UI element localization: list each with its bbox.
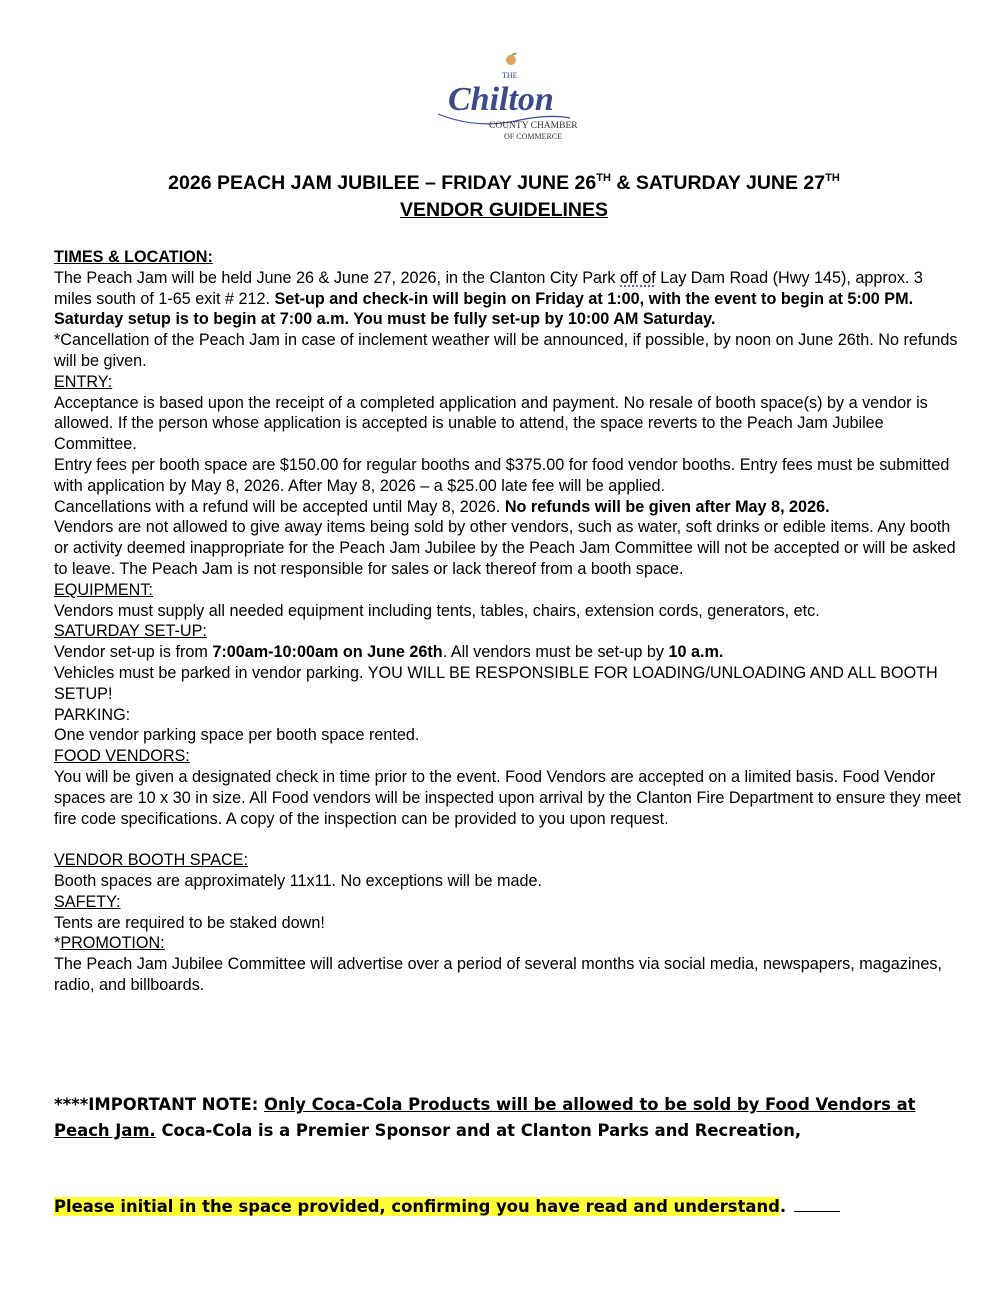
times-paragraph: The Peach Jam will be held June 26 & June 27, 2026, in the Clanton City Park off of Lay Dam Road (Hwy 145), approx. 3 miles south of 1-65 exit # 212. Set-up and check-in will begin on Friday at 1:00, with the event to begin at 5:00 PM. Saturday setup is to begin at 7:00 a.m. You must be fully set-up by 10:00 AM Saturday.	[54, 268, 923, 329]
section-heading-booth: VENDOR BOOTH SPACE:	[54, 851, 248, 870]
page-subtitle: VENDOR GUIDELINES	[399, 199, 609, 221]
entry-paragraph-4: Vendors are not allowed to give away items being sold by other vendors, such as water, soft drinks or edible items. Any booth or activity deemed inappropriate for the Peach Jam Jubilee by the Peach Jam Committee will not be accepted or will be asked to leave. The Peach Jam is not responsible for sales or lack thereof from a booth space.	[54, 518, 956, 578]
section-heading-safety: SAFETY:	[54, 892, 121, 911]
logo-the: THE	[502, 71, 518, 80]
saturday-paragraph-2: Vehicles must be parked in vendor parking. YOU WILL BE RESPONSIBLE FOR LOADING/UNLOADING AND ALL BOOTH SETUP!	[54, 663, 938, 703]
saturday-paragraph-1: Vendor set-up is from 7:00am-10:00am on June 26th. All vendors must be set-up by 10 a.m.	[54, 643, 724, 662]
booth-paragraph: Booth spaces are approximately 11x11. No exceptions will be made.	[54, 871, 542, 890]
title-block	[0, 170, 1008, 224]
logo-line2: OF COMMERCE	[504, 132, 563, 141]
initial-prompt: Please initial in the space provided, confirming you have read and understand.	[54, 1194, 954, 1220]
initial-blank-field[interactable]	[794, 1195, 840, 1212]
cancellation-paragraph: *Cancellation of the Peach Jam in case of inclement weather will be announced, if possible, by noon on June 26th. No refunds will be given.	[54, 331, 958, 370]
spacer	[54, 829, 964, 850]
promotion-paragraph: The Peach Jam Jubilee Committee will advertise over a period of several months via social media, newspapers, magazines, radio, and billboards.	[54, 955, 943, 994]
section-heading-equipment: EQUIPMENT:	[54, 580, 153, 599]
section-heading-parking: PARKING:	[54, 705, 131, 724]
food-paragraph: You will be given a designated check in time prior to the event. Food Vendors are accepted on a limited basis. Food Vendor spaces are 10 x 30 in size. All Food vendors will be inspected upon arrival by the Clanton Fire Department to ensure they meet fire code specifications. A copy of the inspection can be provided to you upon request.	[54, 767, 961, 828]
section-heading-promotion: *PROMOTION:	[54, 934, 165, 953]
chamber-logo-graphic	[410, 52, 600, 148]
safety-paragraph: Tents are required to be staked down!	[54, 913, 325, 932]
entry-paragraph-3: Cancellations with a refund will be accepted until May 8, 2026. No refunds will be given after May 8, 2026.	[54, 497, 830, 516]
page-title: 2026 PEACH JAM JUBILEE – FRIDAY JUNE 26TH & SATURDAY JUNE 27TH	[168, 172, 840, 194]
logo-line1: COUNTY CHAMBER	[489, 121, 578, 131]
initial-prompt-text: Please initial in the space provided, confirming you have read and understand	[54, 1197, 780, 1216]
entry-paragraph-2: Entry fees per booth space are $150.00 for regular booths and $375.00 for food vendor booths. Entry fees must be submitted with application by May 8, 2026. After May 8, 2026 – a $25.00 late fee will be applied.	[54, 455, 950, 495]
parking-paragraph: One vendor parking space per booth space rented.	[54, 726, 420, 745]
equipment-paragraph: Vendors must supply all needed equipment including tents, tables, chairs, extension cords, generators, etc.	[54, 601, 820, 620]
peach-icon	[506, 55, 516, 65]
section-heading-food: FOOD VENDORS:	[54, 747, 190, 766]
chamber-logo	[410, 52, 600, 148]
entry-paragraph-1: Acceptance is based upon the receipt of a completed application and payment. No resale of booth space(s) by a vendor is allowed. If the person whose application is accepted is unable to attend, the space reverts to the Peach Jam Jubilee Committee.	[54, 393, 928, 454]
important-note: ****IMPORTANT NOTE: Only Coca-Cola Products will be allowed to be sold by Food Vendors at Peach Jam. Coca-Cola is a Premier Sponsor and at Clanton Parks and Recreation,	[54, 1095, 916, 1140]
section-heading-saturday: SATURDAY SET-UP:	[54, 622, 207, 641]
section-heading-times: TIMES & LOCATION:	[54, 248, 213, 266]
logo-name: Chilton	[448, 81, 554, 118]
leaf-icon	[511, 53, 517, 56]
section-heading-entry: ENTRY:	[54, 372, 113, 391]
guidelines-body	[54, 247, 964, 996]
